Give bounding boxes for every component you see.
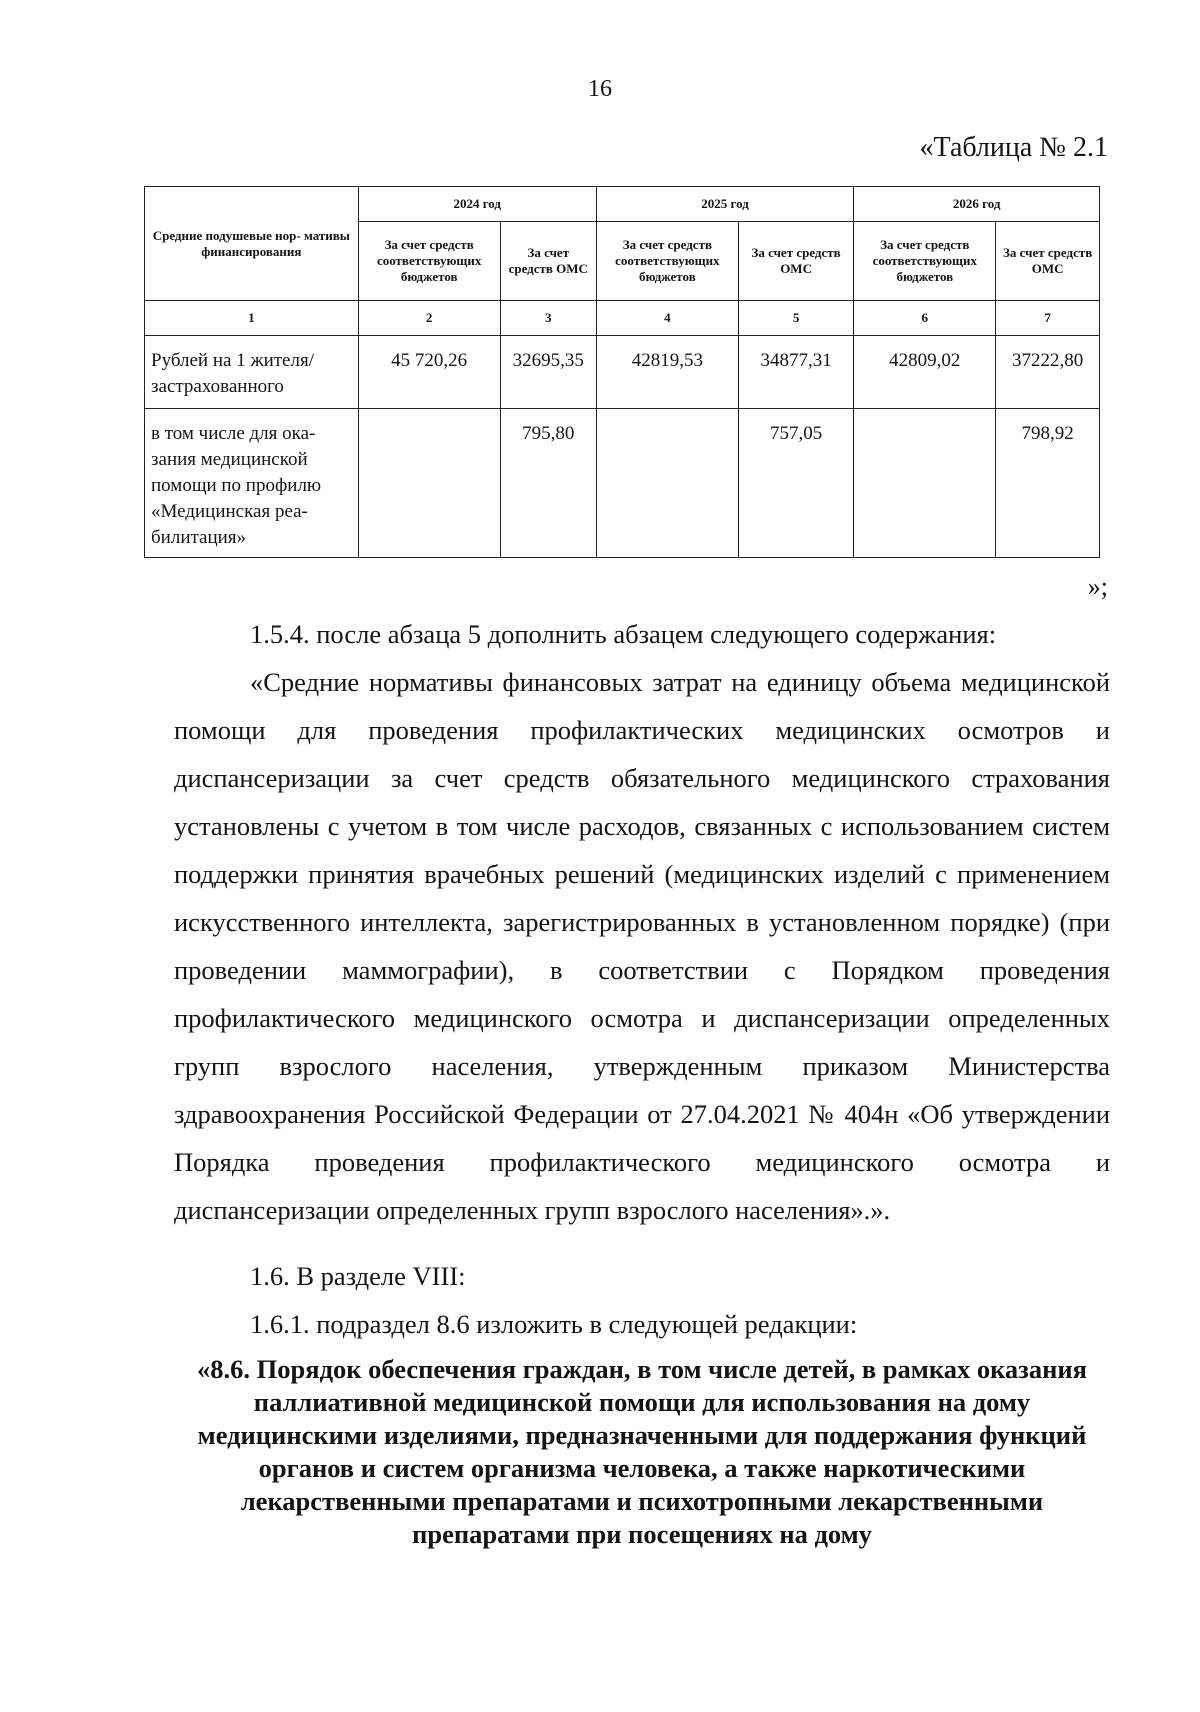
table-row-header: Средние подушевые нор- мативы финансирования bbox=[145, 187, 359, 301]
table-cell: 32695,35 bbox=[500, 336, 596, 409]
paragraph-1-6-1 bbox=[174, 1300, 1110, 1348]
table-cell bbox=[358, 409, 500, 558]
row-label-rehabilitation: в том числе для ока- зания медицинской помощи по профилю «Медицинская реа- билитация» bbox=[145, 409, 359, 558]
paragraph-text: 1.5.4. после абзаца 5 дополнить абзацем следующего содержания: bbox=[250, 619, 997, 649]
year-header-2026: 2026 год bbox=[854, 187, 1100, 222]
column-number: 7 bbox=[996, 301, 1100, 336]
column-number: 5 bbox=[738, 301, 853, 336]
financing-norms-table bbox=[144, 186, 1100, 558]
paragraph-1-6 bbox=[174, 1252, 1110, 1300]
column-number: 2 bbox=[358, 301, 500, 336]
subheader-2025-oms: За счет средств ОМС bbox=[738, 222, 853, 301]
table-row bbox=[145, 409, 1100, 558]
page-number: 16 bbox=[588, 76, 612, 102]
column-number: 6 bbox=[854, 301, 996, 336]
table-closing-quote: »; bbox=[1087, 572, 1108, 601]
subheader-2024-budget: За счет средств соответствующих бюджетов bbox=[358, 222, 500, 301]
table-caption: «Таблица № 2.1 bbox=[919, 132, 1108, 163]
table-row bbox=[145, 336, 1100, 409]
subheader-2026-budget: За счет средств соответствующих бюджетов bbox=[854, 222, 996, 301]
year-header-2025: 2025 год bbox=[596, 187, 853, 222]
row-label-per-resident: Рублей на 1 жителя/ застрахованного bbox=[145, 336, 359, 409]
table-cell bbox=[854, 409, 996, 558]
subheader-2026-oms: За счет средств ОМС bbox=[996, 222, 1100, 301]
table-cell: 45 720,26 bbox=[358, 336, 500, 409]
column-number: 1 bbox=[145, 301, 359, 336]
table-cell: 795,80 bbox=[500, 409, 596, 558]
column-number: 4 bbox=[596, 301, 738, 336]
table-header-years bbox=[145, 187, 1100, 222]
column-number: 3 bbox=[500, 301, 596, 336]
table-column-numbers bbox=[145, 301, 1100, 336]
table-cell: 798,92 bbox=[996, 409, 1100, 558]
subheader-2024-oms: За счет средств ОМС bbox=[500, 222, 596, 301]
paragraph-1-5-4 bbox=[174, 610, 1110, 658]
table-cell: 757,05 bbox=[738, 409, 853, 558]
table-cell: 34877,31 bbox=[738, 336, 853, 409]
subheader-2025-budget: За счет средств соответствующих бюджетов bbox=[596, 222, 738, 301]
table-cell: 42819,53 bbox=[596, 336, 738, 409]
year-header-2024: 2024 год bbox=[358, 187, 596, 222]
paragraph-text: «Средние нормативы финансовых затрат на единицу объема медицинской помощи для проведения профилактических медицинских осмотров и диспансеризации за счет средств обязательного медицинского страхования установлены с учетом в том числе расходов, связанных с использованием систем поддержки принятия врачебных решений (медицинских изделий с применением искусственного интеллекта, зарегистрированных в установленном порядке) (при проведении маммографии), в соответствии с Порядком проведения профилактического медицинского осмотра и диспансеризации определенных групп взрослого населения, утвержденным приказом Министерства здравоохранения Российской Федерации от 27.04.2021 № 404н «Об утверждении Порядка проведения профилактического медицинского осмотра и диспансеризации определенных групп взрослого населения».». bbox=[174, 667, 1110, 1225]
paragraph-text: 1.6.1. подраздел 8.6 изложить в следующей редакции: bbox=[250, 1309, 858, 1339]
paragraph-text: 1.6. В разделе VIII: bbox=[250, 1261, 466, 1291]
paragraph-quote-norms bbox=[174, 658, 1110, 1234]
table-cell: 37222,80 bbox=[996, 336, 1100, 409]
table-cell: 42809,02 bbox=[854, 336, 996, 409]
table-cell bbox=[596, 409, 738, 558]
section-heading-8-6: «8.6. Порядок обеспечения граждан, в том числе детей, в рамках оказания паллиативной медицинской помощи для использования на дому медицинскими изделиями, предназначенными для поддержания функций органов и систем организма человека, а также наркотическими лекарственными препаратами и психотропными лекарственными препаратами при посещениях на дому bbox=[197, 1354, 1087, 1549]
